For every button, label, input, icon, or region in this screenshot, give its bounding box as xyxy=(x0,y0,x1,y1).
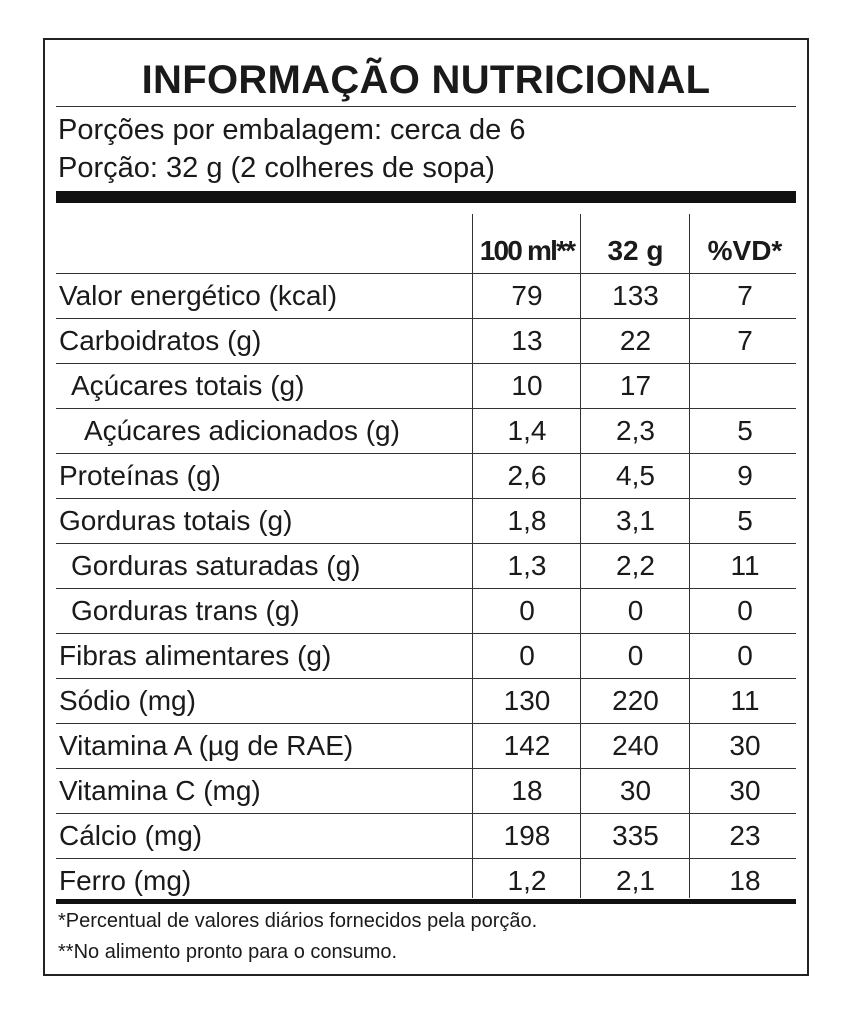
footnote-ready-to-eat: **No alimento pronto para o consumo. xyxy=(58,941,398,963)
value-portion: 3,1 xyxy=(616,505,655,536)
nutrient-name: Cálcio (mg) xyxy=(59,820,203,851)
value-dv: 9 xyxy=(737,460,753,491)
value-portion: 2,1 xyxy=(616,865,655,896)
value-100ml: 1,8 xyxy=(507,505,547,536)
nutrient-name: Açúcares adicionados (g) xyxy=(84,415,400,446)
nutrient-name: Vitamina A (µg de RAE) xyxy=(59,730,354,761)
value-100ml: 2,6 xyxy=(507,460,547,491)
column-header-dv: %VD* xyxy=(707,235,783,266)
value-portion: 17 xyxy=(619,370,652,401)
value-100ml: 0 xyxy=(519,595,535,626)
value-portion: 335 xyxy=(612,820,659,851)
table-row xyxy=(56,409,796,454)
table-row xyxy=(56,274,796,319)
table-row xyxy=(56,724,796,769)
value-dv: 18 xyxy=(729,865,761,896)
nutrient-name: Gorduras saturadas (g) xyxy=(71,550,361,581)
value-portion: 22 xyxy=(619,325,652,356)
nutrient-name: Ferro (mg) xyxy=(59,865,192,896)
serving-size: Porção: 32 g (2 colheres de sopa) xyxy=(58,152,495,184)
nutrient-name: Açúcares totais (g) xyxy=(71,370,305,401)
value-dv: 5 xyxy=(737,505,753,536)
nutrient-name: Valor energético (kcal) xyxy=(59,280,338,311)
bottom-divider xyxy=(56,899,796,904)
table-row xyxy=(56,499,796,544)
value-dv: 7 xyxy=(737,325,753,356)
value-portion: 0 xyxy=(627,640,644,671)
footnote-dv: *Percentual de valores diários fornecidos pela porção. xyxy=(58,910,538,932)
thick-divider xyxy=(56,191,796,203)
value-dv: 11 xyxy=(730,550,760,581)
nutrient-name: Sódio (mg) xyxy=(59,685,196,716)
title-divider xyxy=(56,106,796,107)
value-dv: 30 xyxy=(729,775,761,806)
table-header-row xyxy=(56,229,796,274)
nutrient-name: Gorduras trans (g) xyxy=(71,595,300,626)
value-dv: 0 xyxy=(737,595,753,626)
servings-per-package: Porções por embalagem: cerca de 6 xyxy=(58,114,526,146)
value-dv: 30 xyxy=(729,730,761,761)
nutrient-name: Proteínas (g) xyxy=(59,460,221,491)
nutrient-name: Gorduras totais (g) xyxy=(59,505,293,536)
column-header-100ml: 100 ml** xyxy=(479,235,575,266)
value-100ml: 198 xyxy=(503,820,551,851)
table-row xyxy=(56,814,796,859)
value-dv xyxy=(690,364,800,408)
value-100ml: 1,2 xyxy=(507,865,547,896)
value-100ml: 10 xyxy=(511,370,543,401)
label-title: INFORMAÇÃO NUTRICIONAL xyxy=(141,58,711,102)
value-100ml: 18 xyxy=(511,775,543,806)
table-row xyxy=(56,769,796,814)
value-100ml: 79 xyxy=(511,280,543,311)
value-100ml: 1,4 xyxy=(507,415,547,446)
table-row xyxy=(56,319,796,364)
value-portion: 133 xyxy=(612,280,659,311)
table-row xyxy=(56,589,796,634)
column-header-portion: 32 g xyxy=(607,235,664,266)
value-dv: 5 xyxy=(737,415,753,446)
value-portion: 2,2 xyxy=(616,550,655,581)
value-100ml: 1,3 xyxy=(507,550,547,581)
value-portion: 30 xyxy=(619,775,652,806)
value-dv: 7 xyxy=(737,280,753,311)
value-100ml: 13 xyxy=(511,325,543,356)
value-100ml: 142 xyxy=(503,730,551,761)
table-row xyxy=(56,364,796,409)
nutrition-facts-label xyxy=(43,38,809,976)
value-portion: 220 xyxy=(612,685,659,716)
table-row xyxy=(56,679,796,724)
table-row xyxy=(56,634,796,679)
value-dv: 0 xyxy=(737,640,753,671)
value-dv: 23 xyxy=(729,820,761,851)
nutrient-name: Fibras alimentares (g) xyxy=(59,640,332,671)
value-portion: 2,3 xyxy=(616,415,655,446)
value-portion: 0 xyxy=(627,595,644,626)
table-row xyxy=(56,454,796,499)
value-100ml: 0 xyxy=(519,640,535,671)
table-row xyxy=(56,859,796,903)
value-dv: 11 xyxy=(730,685,760,716)
nutrient-name: Carboidratos (g) xyxy=(59,325,262,356)
table-row xyxy=(56,544,796,589)
value-portion: 4,5 xyxy=(616,460,655,491)
value-portion: 240 xyxy=(612,730,659,761)
nutrient-name: Vitamina C (mg) xyxy=(59,775,261,806)
value-100ml: 130 xyxy=(503,685,551,716)
